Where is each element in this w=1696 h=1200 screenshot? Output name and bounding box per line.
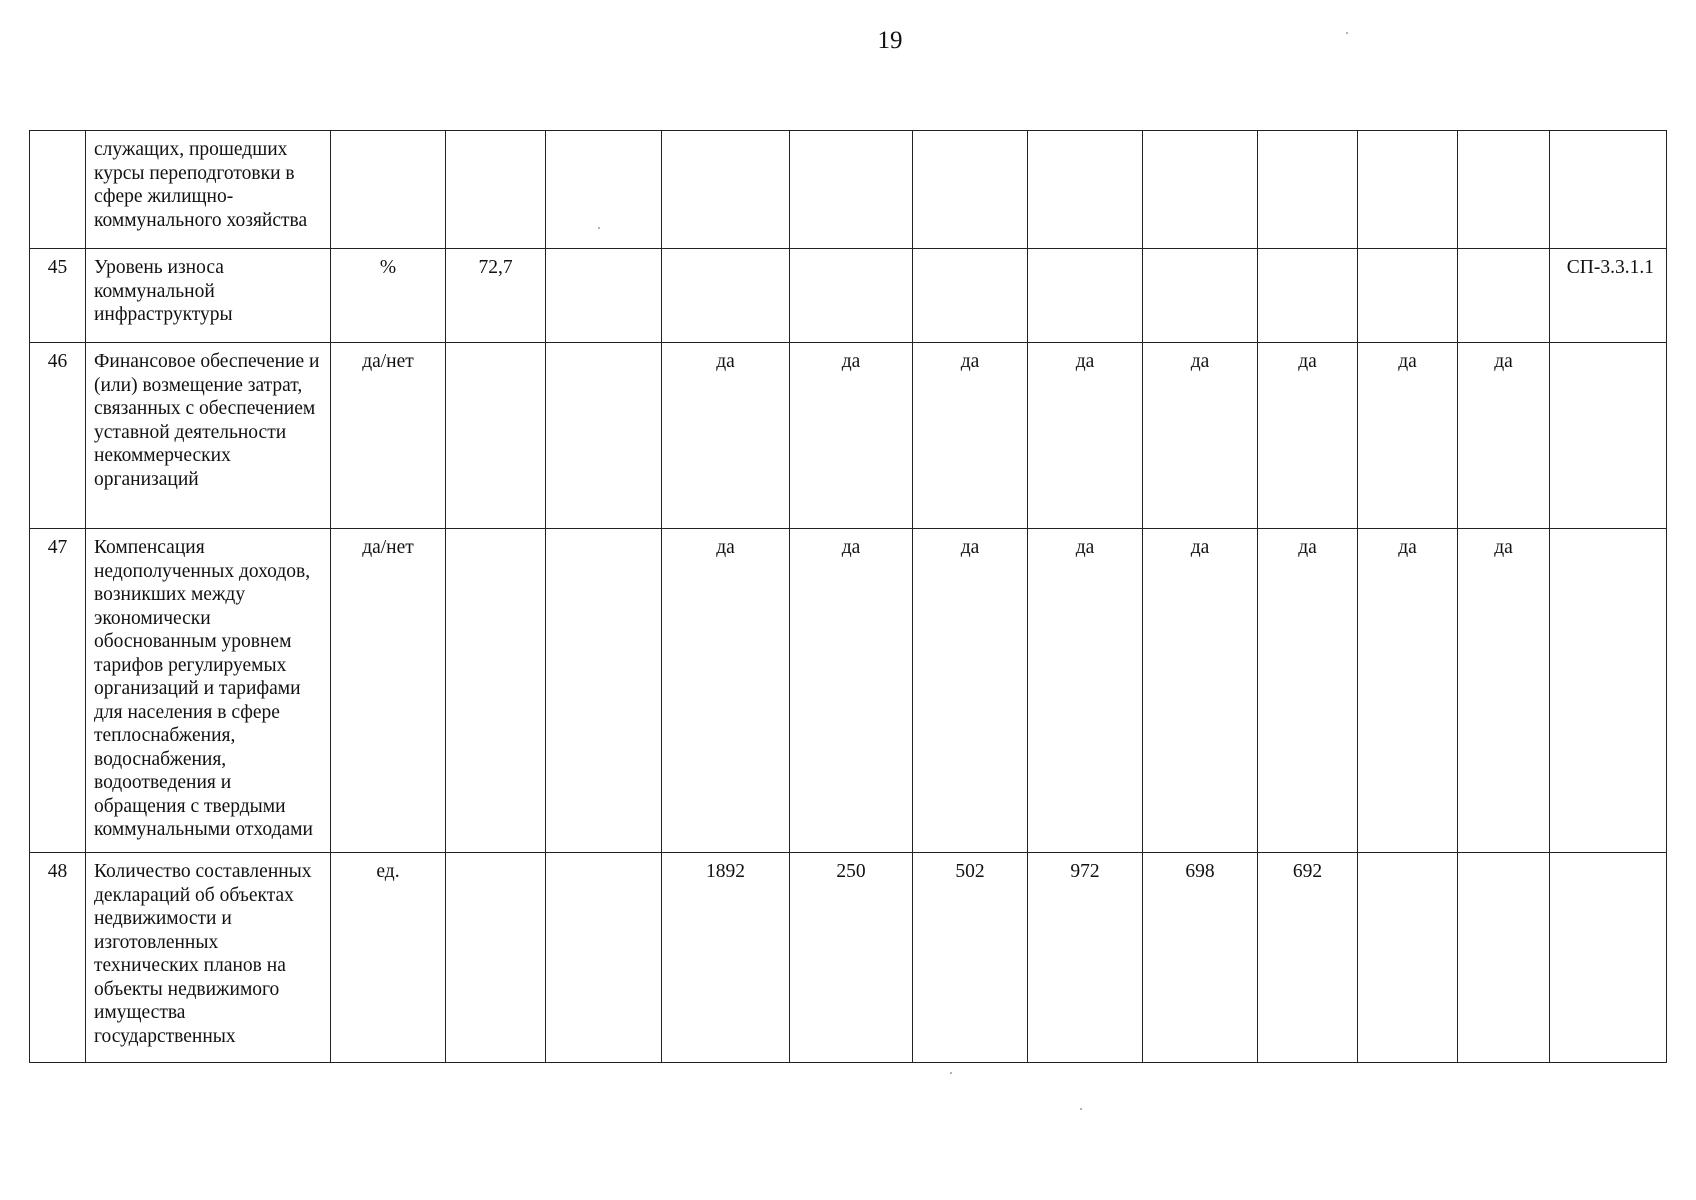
scan-speck: [598, 227, 600, 229]
year-value-cell: да: [1028, 343, 1143, 529]
year-value-cell: 502: [913, 853, 1028, 1063]
row-number-cell: 45: [30, 249, 86, 343]
year-value-cell: да: [1458, 529, 1550, 853]
year-value-cell: [913, 249, 1028, 343]
year-value-cell: 1892: [662, 853, 790, 1063]
extra-value-cell: [546, 853, 662, 1063]
table-row: [30, 853, 1667, 1063]
year-value-cell: да: [790, 343, 913, 529]
row-number-cell: 48: [30, 853, 86, 1063]
row-number-cell: 46: [30, 343, 86, 529]
unit-cell: да/нет: [331, 529, 446, 853]
row-number-cell: 47: [30, 529, 86, 853]
year-value-cell: да: [913, 529, 1028, 853]
scan-speck: [1346, 32, 1348, 34]
table-body: [30, 131, 1667, 1063]
year-value-cell: 692: [1258, 853, 1358, 1063]
year-value-cell: да: [1028, 529, 1143, 853]
table-row: [30, 249, 1667, 343]
table-row: [30, 131, 1667, 249]
year-value-cell: [790, 131, 913, 249]
base-value-cell: [446, 343, 546, 529]
row-number-cell: [30, 131, 86, 249]
year-value-cell: [1258, 249, 1358, 343]
page-number: 19: [877, 27, 903, 54]
table-row: [30, 343, 1667, 529]
indicator-name-cell: Компенсация недополученных доходов, возникших между экономически обоснованным уровнем тарифов регулируемых организаций и тарифами для населения в сфере теплоснабжения, водоснабжения, водоотведения и обращения с твердыми коммунальными отходами: [86, 529, 331, 853]
year-value-cell: [1143, 249, 1258, 343]
year-value-cell: да: [913, 343, 1028, 529]
program-code-cell: [1550, 853, 1667, 1063]
year-value-cell: да: [790, 529, 913, 853]
year-value-cell: да: [1258, 529, 1358, 853]
year-value-cell: да: [1458, 343, 1550, 529]
year-value-cell: [1028, 131, 1143, 249]
unit-cell: да/нет: [331, 343, 446, 529]
program-code-cell: [1550, 529, 1667, 853]
year-value-cell: [1458, 131, 1550, 249]
base-value-cell: [446, 131, 546, 249]
year-value-cell: [1358, 131, 1458, 249]
year-value-cell: [1358, 249, 1458, 343]
year-value-cell: 698: [1143, 853, 1258, 1063]
extra-value-cell: [546, 131, 662, 249]
table-row: [30, 529, 1667, 853]
year-value-cell: да: [1358, 529, 1458, 853]
extra-value-cell: [546, 249, 662, 343]
year-value-cell: [1358, 853, 1458, 1063]
year-value-cell: да: [662, 343, 790, 529]
indicator-name-cell: Уровень износа коммунальной инфраструктуры: [86, 249, 331, 343]
year-value-cell: [662, 131, 790, 249]
unit-cell: ед.: [331, 853, 446, 1063]
year-value-cell: да: [662, 529, 790, 853]
year-value-cell: [1458, 249, 1550, 343]
base-value-cell: [446, 529, 546, 853]
year-value-cell: да: [1143, 343, 1258, 529]
base-value-cell: 72,7: [446, 249, 546, 343]
year-value-cell: [1258, 131, 1358, 249]
year-value-cell: да: [1258, 343, 1358, 529]
base-value-cell: [446, 853, 546, 1063]
year-value-cell: [1458, 853, 1550, 1063]
scan-speck: [950, 1072, 952, 1074]
year-value-cell: [790, 249, 913, 343]
year-value-cell: 972: [1028, 853, 1143, 1063]
scan-speck: [1080, 1108, 1082, 1110]
year-value-cell: [1143, 131, 1258, 249]
extra-value-cell: [546, 343, 662, 529]
indicators-table: [29, 130, 1667, 1063]
year-value-cell: да: [1358, 343, 1458, 529]
year-value-cell: [662, 249, 790, 343]
year-value-cell: 250: [790, 853, 913, 1063]
year-value-cell: [913, 131, 1028, 249]
program-code-cell: [1550, 131, 1667, 249]
year-value-cell: [1028, 249, 1143, 343]
unit-cell: %: [331, 249, 446, 343]
indicator-name-cell: служащих, прошедших курсы переподготовки в сфере жилищно-коммунального хозяйства: [86, 131, 331, 249]
year-value-cell: да: [1143, 529, 1258, 853]
program-code-cell: [1550, 343, 1667, 529]
extra-value-cell: [546, 529, 662, 853]
indicator-name-cell: Количество составленных деклараций об объектах недвижимости и изготовленных технических планов на объекты недвижимого имущества государственных: [86, 853, 331, 1063]
unit-cell: [331, 131, 446, 249]
indicator-name-cell: Финансовое обеспечение и (или) возмещение затрат, связанных с обеспечением уставной деятельности некоммерческих организаций: [86, 343, 331, 529]
program-code-cell: СП-3.3.1.1: [1550, 249, 1667, 343]
